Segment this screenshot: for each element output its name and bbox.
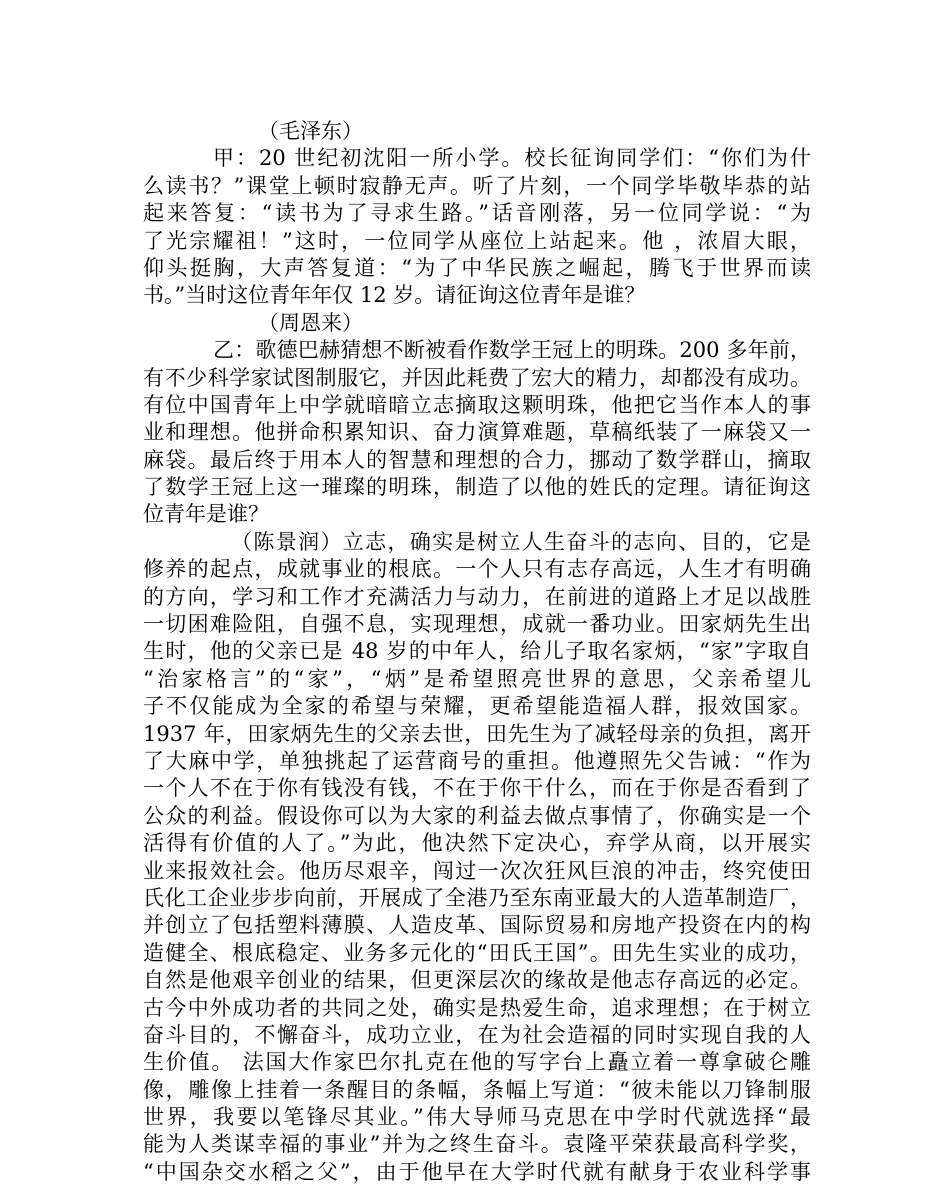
text-line: 生价值。 法国大作家巴尔扎克在他的写字台上矗立着一尊拿破仑雕 — [143, 1050, 811, 1075]
text-line: 位青年是谁？ — [143, 502, 269, 527]
text-line: 自然是他艰辛创业的结果，但更深层次的缘故是他志存高远的必定。 — [143, 968, 811, 993]
text-line: 业来报效社会。他历尽艰辛，闯过一次次狂风巨浪的冲击，终究使田 — [143, 858, 811, 883]
text-line: 书。”当时这位青年年仅 12 岁。请征询这位青年是谁？ — [143, 283, 646, 308]
text-line: “治家格言”的“家”，“炳”是希望照亮世界的意思，父亲希望儿 — [143, 666, 811, 691]
text-line: 一切困难险阻，自强不息，实现理想，成就一番功业。田家炳先生出 — [143, 612, 811, 637]
text-line: （毛泽东） — [258, 119, 363, 143]
text-line: 并创立了包括塑料薄膜、人造皮革、国际贸易和房地产投资在内的构 — [143, 913, 811, 938]
text-line: 像，雕像上挂着一条醒目的条幅，条幅上写道：“彼未能以刀锋制服 — [143, 1077, 811, 1102]
text-line: 世界，我要以笔锋尽其业。”伟大导师马克思在中学时代就选择“最 — [143, 1105, 811, 1130]
text-line: （陈景润）立志，确实是树立人生奋斗的志向、目的，它是 — [231, 529, 811, 554]
text-line: 活得有价值的人了。”为此，他决然下定决心，弃学从商，以开展实 — [143, 831, 811, 856]
text-line: 的方向，学习和工作才充满活力与动力，在前进的道路上才足以战胜 — [143, 584, 811, 609]
document-page — [143, 118, 811, 1184]
text-line: 子不仅能成为全家的希望与荣耀，更希望能造福人群，报效国家。 — [143, 694, 811, 719]
text-line: 仰头挺胸，大声答复道：“为了中华民族之崛起，腾飞于世界而读 — [143, 255, 811, 280]
text-line: 奋斗目的，不懈奋斗，成功立业，在为社会造福的同时实现自我的人 — [143, 1022, 811, 1047]
text-line: “中国杂交水稻之父”，由于他早在大学时代就有献身于农业科学事 — [143, 1159, 811, 1184]
text-line: 有不少科学家试图制服它，并因此耗费了宏大的精力，却都没有成功。 — [143, 365, 811, 390]
text-line: 麻袋。最后终于用本人的智慧和理想的合力，挪动了数学群山，摘取 — [143, 447, 811, 472]
text-line: 了光宗耀祖！”这时，一位同学从座位上站起来。他 ，浓眉大眼， — [143, 228, 811, 253]
text-line: 乙：歌德巴赫猜想不断被看作数学王冠上的明珠。200 多年前， — [213, 338, 811, 363]
text-line: 甲：20 世纪初沈阳一所小学。校长征询同学们：“你们为什 — [213, 146, 811, 171]
text-line: （周恩来） — [258, 310, 363, 335]
text-line: 起来答复：“读书为了寻求生路。”话音刚落，另一位同学说：“为 — [143, 201, 811, 226]
text-line: 了大麻中学，单独挑起了运营商号的重担。他遵照先父告诫：“作为 — [143, 748, 811, 773]
text-line: 了数学王冠上这一璀璨的明珠，制造了以他的姓氏的定理。请征询这 — [143, 475, 811, 500]
text-line: 公众的利益。假设你可以为大家的利益去做点事情了，你确实是一个 — [143, 803, 811, 828]
text-line: 氏化工企业步步向前，开展成了全港乃至东南亚最大的人造革制造厂， — [143, 885, 811, 910]
text-line: 造健全、根底稳定、业务多元化的“田氏王国”。田先生实业的成功， — [143, 940, 811, 965]
text-line: 么读书？”课堂上顿时寂静无声。听了片刻，一个同学毕敬毕恭的站 — [143, 173, 811, 198]
text-line: 古今中外成功者的共同之处，确实是热爱生命，追求理想；在于树立 — [143, 995, 811, 1020]
text-line: 业和理想。他拼命积累知识、奋力演算难题，草稿纸装了一麻袋又一 — [143, 420, 811, 445]
text-line: 修养的起点，成就事业的根底。一个人只有志存高远，人生才有明确 — [143, 557, 811, 582]
text-line: 能为人类谋幸福的事业”并为之终生奋斗。袁隆平荣获最高科学奖， — [143, 1132, 811, 1157]
text-line: 生时，他的父亲已是 48 岁的中年人，给儿子取名家炳，“家”字取自 — [143, 639, 811, 664]
text-line: 1937 年，田家炳先生的父亲去世，田先生为了减轻母亲的负担，离开 — [143, 721, 811, 746]
text-line: 有位中国青年上中学就暗暗立志摘取这颗明珠，他把它当作本人的事 — [143, 392, 811, 417]
text-line: 一个人不在于你有钱没有钱，不在于你干什么，而在于你是否看到了 — [143, 776, 811, 801]
